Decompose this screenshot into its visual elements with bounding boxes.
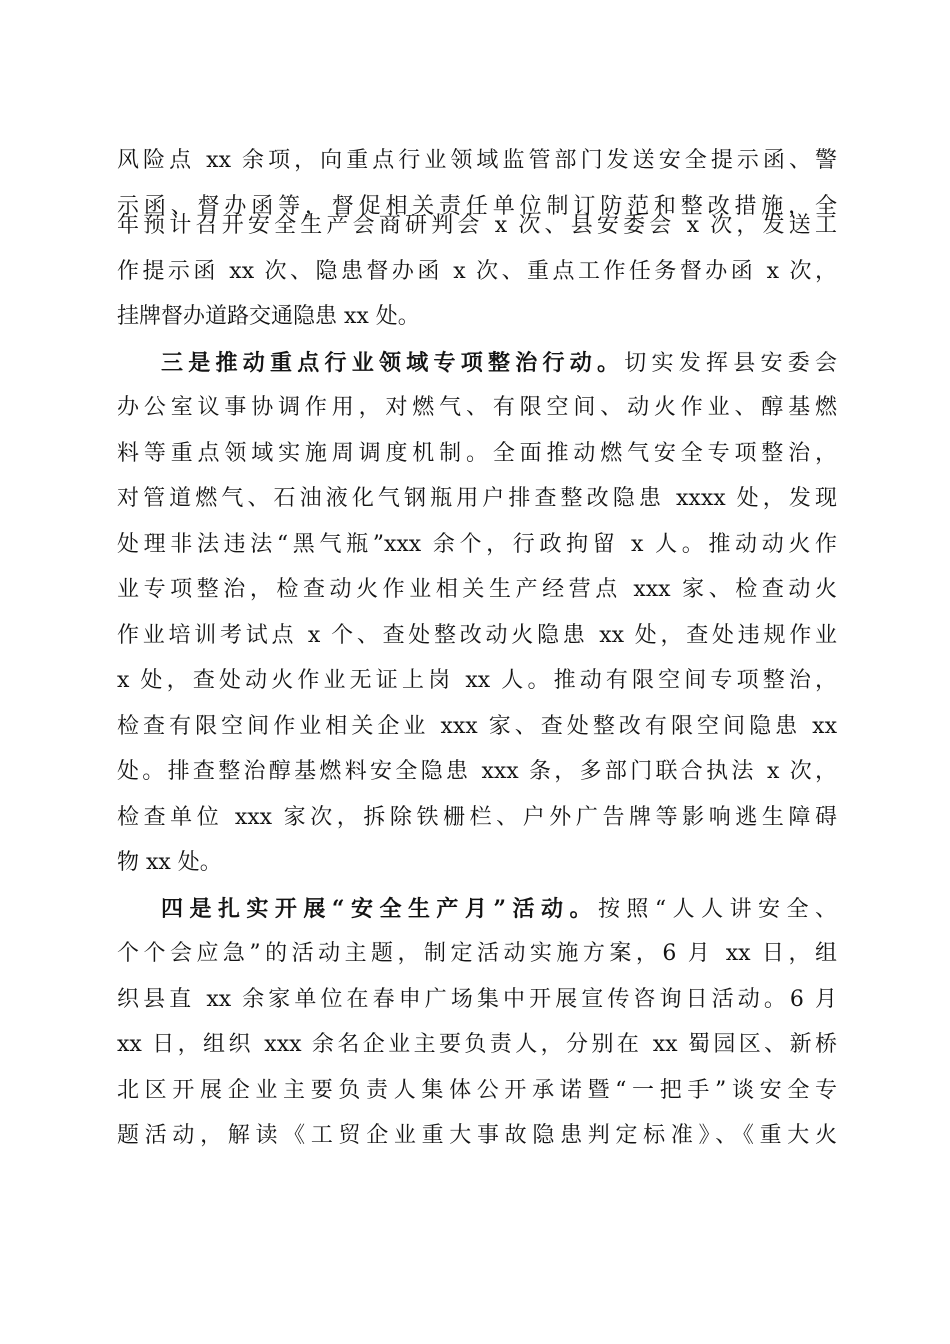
text-line: 年预计召开安全生产会商研判会 x 次、县安委会 x 次，发送工 xyxy=(117,213,837,238)
text-line: 挂牌督办道路交通隐患 xx 处。 xyxy=(117,304,420,329)
text-line: xx 日，组织 xxx 余名企业主要负责人，分别在 xx 蜀园区、新桥 xyxy=(117,1032,837,1057)
text-line: 示函、督办函等，督促相关责任单位制订防范和整改措施，全 xyxy=(117,194,837,219)
text-line: 处。排查整治醇基燃料安全隐患 xxx 条，多部门联合执法 x 次， xyxy=(117,759,837,784)
paragraph-first-line xyxy=(161,348,837,378)
text-line: 作业培训考试点 x 个、查处整改动火隐患 xx 处，查处违规作业 xyxy=(117,623,837,648)
text-line: 织县直 xx 余家单位在春申广场集中开展宣传咨询日活动。6 月 xyxy=(117,987,837,1012)
paragraph-first-line xyxy=(161,894,837,924)
text-line: 按照“人人讲安全、 xyxy=(597,897,837,922)
text-line: 检查单位 xxx 家次，拆除铁栅栏、户外广告牌等影响逃生障碍 xyxy=(117,805,837,830)
paragraph-lead: 三是推动重点行业领域专项整治行动。 xyxy=(161,350,625,376)
text-line: 物 xx 处。 xyxy=(117,850,222,875)
text-line: 办公室议事协调作用，对燃气、有限空间、动火作业、醇基燃 xyxy=(117,395,837,420)
text-line: 切实发挥县安委会 xyxy=(624,351,837,376)
text-line: 题活动，解读《工贸企业重大事故隐患判定标准》、《重大火 xyxy=(117,1123,837,1148)
text-line: 处理非法违法“黑气瓶”xxx 余个，行政拘留 x 人。推动动火作 xyxy=(117,532,837,557)
text-line: 风险点 xx 余项，向重点行业领域监管部门发送安全提示函、警 xyxy=(117,148,837,173)
text-line: 业专项整治，检查动火作业相关生产经营点 xxx 家、检查动火 xyxy=(117,577,837,602)
paragraph-lead: 四是扎实开展“安全生产月”活动。 xyxy=(161,896,598,922)
text-line: 个个会应急”的活动主题，制定活动实施方案，6 月 xx 日，组 xyxy=(117,941,837,966)
text-line: 对管道燃气、石油液化气钢瓶用户排查整改隐患 xxxx 处，发现 xyxy=(117,486,837,511)
text-line: 检查有限空间作业相关企业 xxx 家、查处整改有限空间隐患 xx xyxy=(117,714,837,739)
text-line: 北区开展企业主要负责人集体公开承诺暨“一把手”谈安全专 xyxy=(117,1078,837,1103)
text-line: 作提示函 xx 次、隐患督办函 x 次、重点工作任务督办函 x 次， xyxy=(117,259,837,284)
text-line: 料等重点领域实施周调度机制。全面推动燃气安全专项整治， xyxy=(117,441,837,466)
text-line: x 处，查处动火作业无证上岗 xx 人。推动有限空间专项整治， xyxy=(117,668,837,693)
